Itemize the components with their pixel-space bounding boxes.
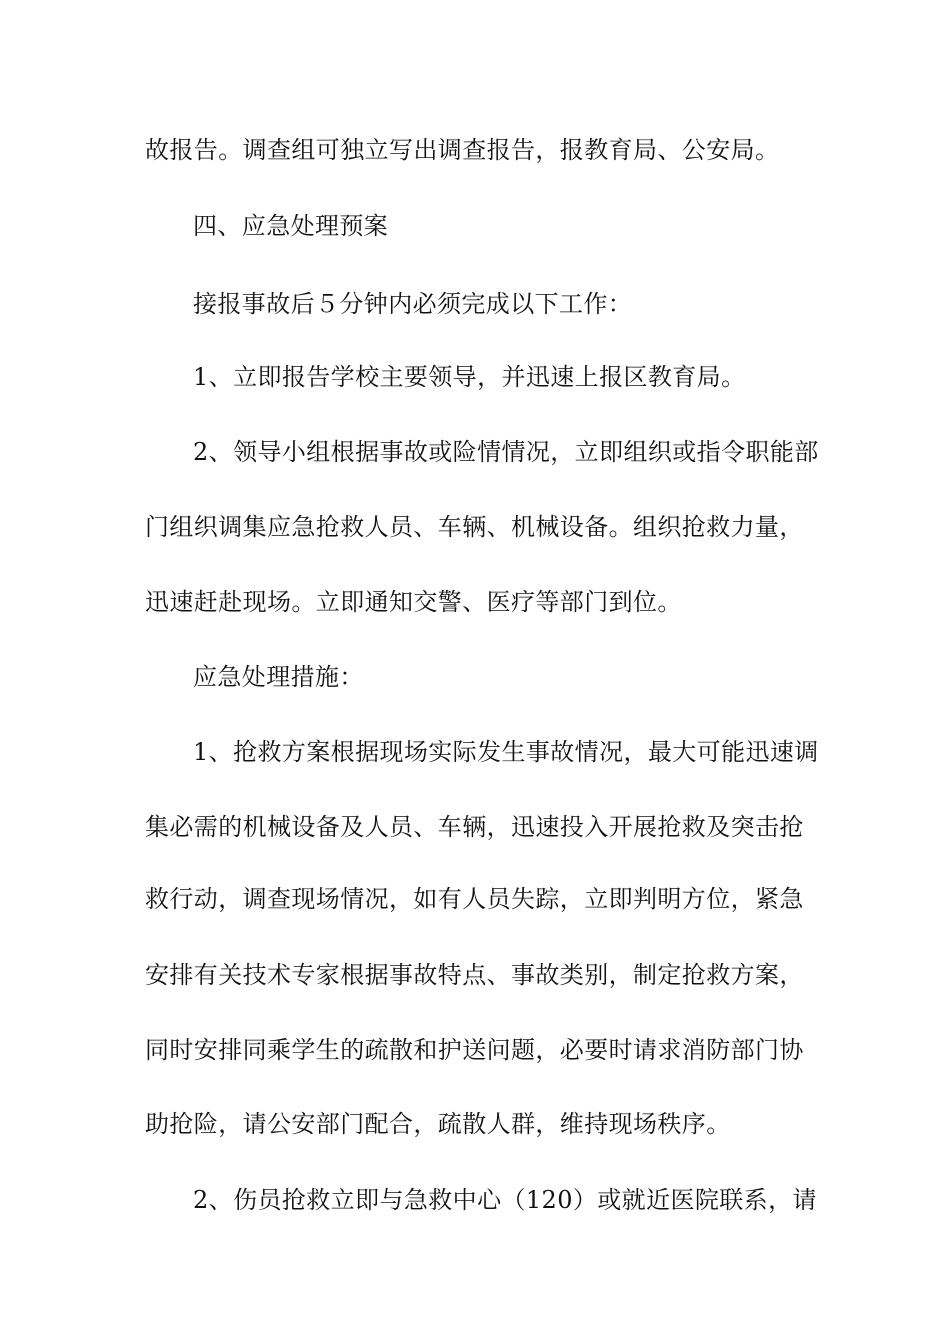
text-line: 同时安排同乘学生的疏散和护送问题，必要时请求消防部门协: [145, 1036, 804, 1064]
list-item: 1、抢救方案根据现场实际发生事故情况，最大可能迅速调: [193, 738, 819, 766]
text-line: 故报告。调查组可独立写出调查报告，报教育局、公安局。: [145, 136, 780, 164]
text-line: 门组织调集应急抢救人员、车辆、机械设备。组织抢救力量，: [145, 513, 804, 541]
list-item: 2、领导小组根据事故或险情情况，立即组织或指令职能部: [193, 438, 819, 466]
text-line: 助抢险，请公安部门配合，疏散人群，维持现场秩序。: [145, 1110, 731, 1138]
text-line: 迅速赶赴现场。立即通知交警、医疗等部门到位。: [145, 588, 682, 616]
text-line: 救行动，调查现场情况，如有人员失踪，立即判明方位，紧急: [145, 885, 804, 913]
list-item: 2、伤员抢救立即与急救中心（120）或就近医院联系，请: [193, 1186, 817, 1214]
paragraph-line: 接报事故后５分钟内必须完成以下工作：: [193, 290, 633, 318]
section-heading: 四、应急处理预案: [193, 212, 389, 240]
list-item: 1、立即报告学校主要领导，并迅速上报区教育局。: [193, 363, 746, 391]
text-line: 集必需的机械设备及人员、车辆，迅速投入开展抢救及突击抢: [145, 813, 804, 841]
subheading: 应急处理措施：: [193, 663, 364, 691]
text-line: 安排有关技术专家根据事故特点、事故类别，制定抢救方案，: [145, 961, 804, 989]
